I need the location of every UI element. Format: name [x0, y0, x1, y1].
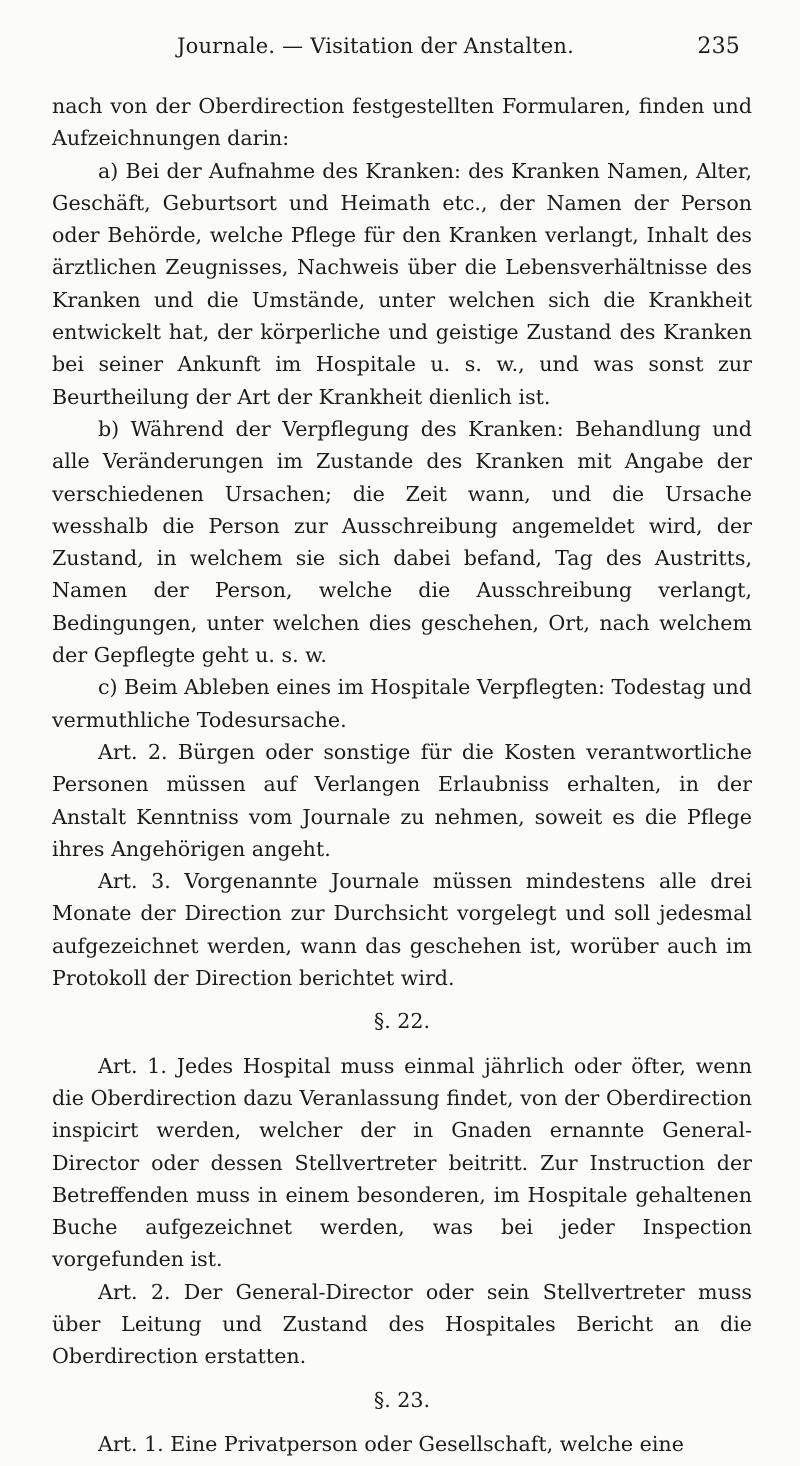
- section-heading-23: §. 23.: [373, 1387, 431, 1412]
- section-heading-22: §. 22.: [373, 1009, 431, 1034]
- paragraph-item-b: b) Während der Verpflegung des Kranken: Behandlung und alle Veränderungen im Zustande des Kranken mit Angabe der verschiedenen Ursachen; die Zeit wann, und die Ursache wesshalb die Person zur Ausschreibung angemeldet wird, der Zustand, in welchem sie sich dabei befand, Tag des Austritts, Namen der Person, welche die Ausschreibung verlangt, Bedingungen, unter welchen dies geschehen, Ort, nach welchem der Gepflegte geht u. s. w.: [52, 416, 752, 668]
- paragraph-item-c: c) Beim Ableben eines im Hospitale Verpflegten: Todestag und vermuthliche Todesursache.: [52, 675, 752, 732]
- paragraph-item-a: a) Bei der Aufnahme des Kranken: des Kranken Namen, Alter, Geschäft, Geburtsort und Heimath etc., der Namen der Person oder Behörde, welche Pflege für den Kranken verlangt, Inhalt des ärztlichen Zeugnisses, Nachweis über die Lebensverhältnisse des Kranken und die Umstände, unter welchen sich die Krankheit entwickelt hat, der körperliche und geistige Zustand des Kranken bei seiner Ankunft im Hospitale u. s. w., und was sonst zur Beurtheilung der Art der Krankheit dienlich ist.: [52, 158, 752, 409]
- running-header: [52, 34, 750, 74]
- paragraph-s22-art-1: Art. 1. Jedes Hospital muss einmal jährlich oder öfter, wenn die Oberdirection dazu Veranlassung findet, von der Oberdirection inspicirt werden, welcher der in Gnaden ernannte General-Director oder dessen Stellvertreter beitritt. Zur Instruction der Betreffenden muss in einem besonderen, im Hospitale gehaltenen Buche aufgezeichnet werden, was bei jeder Inspection vorgefunden ist.: [52, 1053, 752, 1272]
- paragraph-s22-art-2: Art. 2. Der General-Director oder sein Stellvertreter muss über Leitung und Zustand des Hospitales Bericht an die Oberdirection erstatten.: [52, 1279, 752, 1369]
- page-body: [52, 90, 752, 1460]
- paragraph-continuation: nach von der Oberdirection festgestellten Formularen, finden und Aufzeichnungen darin:: [52, 94, 752, 151]
- paragraph-s23-art-1: Art. 1. Eine Privatperson oder Gesellschaft, welche eine: [98, 1431, 684, 1456]
- running-title: Journale. — Visitation der Anstalten.: [177, 34, 574, 58]
- paragraph-art-3: Art. 3. Vorgenannte Journale müssen mindestens alle drei Monate der Direction zur Durchsicht vorgelegt und soll jedesmal aufgezeichnet werden, wann das geschehen ist, worüber auch im Protokoll der Direction berichtet wird.: [52, 869, 752, 991]
- paragraph-art-2: Art. 2. Bürgen oder sonstige für die Kosten verantwortliche Personen müssen auf Verlangen Erlaubniss erhalten, in der Anstalt Kenntniss vom Journale zu nehmen, soweit es die Pflege ihres Angehörigen angeht.: [52, 739, 752, 861]
- page-number: 235: [697, 34, 740, 59]
